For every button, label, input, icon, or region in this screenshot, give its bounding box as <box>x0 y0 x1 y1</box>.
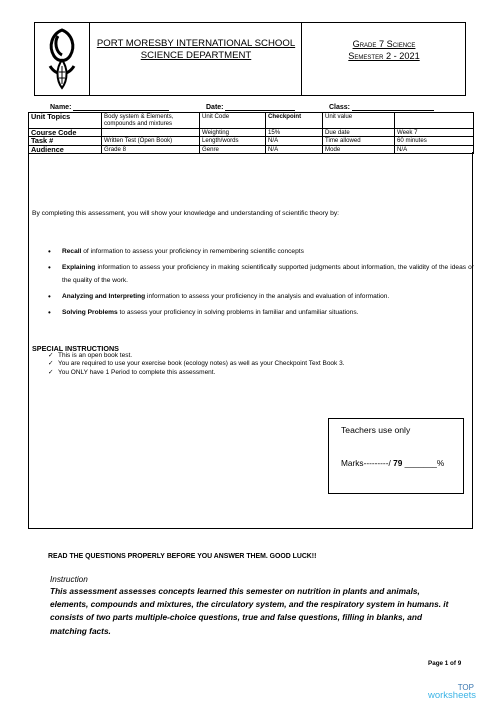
logo-line1: TOP <box>457 683 474 692</box>
list-item <box>34 306 474 319</box>
table-cell: Length/words <box>200 137 266 145</box>
logo-line2: worksheets <box>428 690 477 701</box>
table-cell: Week 7 <box>395 129 474 137</box>
marks-label: Marks---------/ <box>341 458 391 468</box>
intro-text: By completing this assessment, you will show your knowledge and understanding of scientific theory by: <box>32 210 340 217</box>
table-cell: 60 minutes <box>395 137 474 145</box>
list-item-bold: Solving Problems <box>62 309 118 316</box>
name-line <box>73 103 169 111</box>
class-label: Class: <box>329 104 351 111</box>
info-table <box>28 112 474 154</box>
checkmark-icon: ✓ <box>48 352 54 359</box>
table-row <box>29 137 474 145</box>
table-cell <box>395 113 474 129</box>
name-field[interactable] <box>50 103 169 111</box>
marks-field[interactable] <box>341 458 444 468</box>
table-row <box>29 113 474 129</box>
teachers-use-label: Teachers use only <box>341 425 411 435</box>
table-row <box>29 129 474 137</box>
list-item-text: You are required to use your exercise book (ecology notes) as well as your Checkpoint Text Book 3. <box>58 360 345 368</box>
list-item <box>34 261 474 287</box>
list-item <box>48 369 345 377</box>
topworksheets-logo <box>428 683 477 701</box>
logo-cell <box>34 22 90 96</box>
table-cell <box>102 129 200 137</box>
table-cell: Due date <box>323 129 395 137</box>
bullet-icon: • <box>48 263 51 272</box>
bullet-icon: • <box>48 247 51 256</box>
grade-label: Grade 7 Science <box>352 39 416 49</box>
school-name-line2: SCIENCE DEPARTMENT <box>140 50 252 61</box>
list-item <box>34 290 474 303</box>
date-field[interactable] <box>206 103 295 111</box>
table-cell: Weighting <box>200 129 266 137</box>
list-item-text: This is an open book test. <box>58 352 133 359</box>
checkmark-icon: ✓ <box>48 368 54 376</box>
table-cell: Mode <box>323 145 395 153</box>
date-label: Date: <box>206 104 224 111</box>
table-cell: Unit Topics <box>29 113 102 129</box>
name-label: Name: <box>50 104 72 111</box>
semester-label: Semester 2 - 2021 <box>348 51 420 61</box>
date-line <box>225 103 295 111</box>
school-logo-icon <box>34 22 90 96</box>
table-cell: Genre <box>200 145 266 153</box>
table-cell: Checkpoint <box>266 113 323 129</box>
table-cell: Unit Code <box>200 113 266 129</box>
class-line <box>352 103 434 111</box>
table-cell: Task # <box>29 137 102 145</box>
list-item <box>48 360 345 368</box>
table-cell: N/A <box>266 137 323 145</box>
marks-total: 79 <box>393 458 403 468</box>
page-number: Page 1 of 9 <box>428 660 462 667</box>
bullet-icon: • <box>48 292 51 301</box>
table-cell: Time allowed <box>323 137 395 145</box>
list-item-bold: Analyzing and Interpreting <box>62 293 146 300</box>
list-item-text: to assess your proficiency in solving problems in familiar and unfamiliar situations. <box>117 309 359 316</box>
instruction-title: Instruction <box>50 575 88 584</box>
grade-semester <box>302 38 466 62</box>
school-name <box>90 38 302 62</box>
special-instructions-title: SPECIAL INSTRUCTIONS <box>32 344 119 353</box>
table-cell: Written Test (Open Book) <box>102 137 200 145</box>
list-item-text: information to assess your proficiency in the analysis and evaluation of information. <box>145 293 390 300</box>
table-cell: N/A <box>266 145 323 153</box>
list-item-bold: Recall <box>62 248 82 255</box>
checkmark-icon: ✓ <box>48 360 54 368</box>
bullet-icon: • <box>48 308 51 317</box>
table-cell: Audience <box>29 145 102 153</box>
table-cell: Course Code <box>29 129 102 137</box>
instruction-body: This assessment assesses concepts learned this semester on nutrition in plants and animals, elements, compounds and mixtures, the circulatory system, and the respiratory system in humans. it consists of two parts multiple-choice questions, true and false questions, filling in blanks, and matching facts. <box>50 586 449 636</box>
table-cell: N/A <box>395 145 474 153</box>
table-cell: Body system & Elements, compounds and mixtures <box>102 113 200 129</box>
table-cell: Grade 8 <box>102 145 200 153</box>
list-item-text: of information to assess your proficiency in remembering scientific concepts <box>81 248 304 255</box>
table-cell: Unit value <box>323 113 395 129</box>
read-questions-notice: READ THE QUESTIONS PROPERLY BEFORE YOU ANSWER THEM. GOOD LUCK!! <box>48 553 317 560</box>
objectives-list <box>34 245 474 322</box>
list-item-text: information to assess your proficiency in making scientifically supported judgments about information, the validity of the ideas or the quality of the work. <box>62 264 474 284</box>
list-item-bold: Explaining <box>62 264 96 271</box>
school-name-line1: PORT MORESBY INTERNATIONAL SCHOOL <box>96 38 296 49</box>
table-cell: 15% <box>266 129 323 137</box>
list-item <box>34 245 474 258</box>
special-instructions-list <box>48 352 345 377</box>
class-field[interactable] <box>329 103 434 111</box>
percent-blank: _______% <box>404 458 445 468</box>
list-item <box>48 352 345 360</box>
list-item-text: You ONLY have 1 Period to complete this assessment. <box>58 368 216 376</box>
